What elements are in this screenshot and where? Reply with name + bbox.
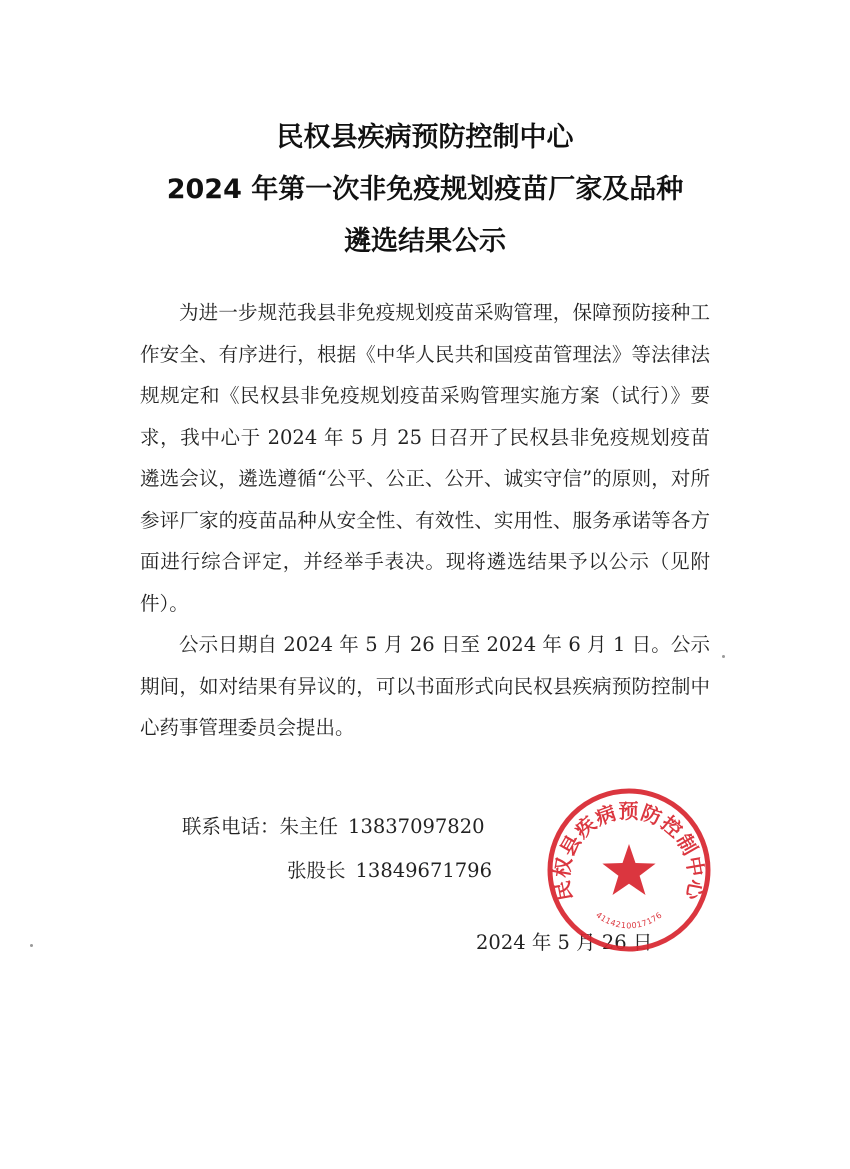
official-seal — [545, 786, 713, 954]
title-line-org: 民权县疾病预防控制中心 — [276, 122, 574, 153]
contact-block — [182, 805, 492, 893]
document-body — [140, 292, 710, 749]
paragraph-period: 公示日期自 2024 年 5 月 26 日至 2024 年 6 月 1 日。公示期间，如对结果有异议的，可以书面形式向民权县疾病预防控制中心药事管理委员会提出。 — [140, 633, 710, 739]
seal-number: 4114210017176 — [594, 910, 664, 931]
contact-phone: 13837097820 — [348, 815, 485, 838]
title-line-type: 遴选结果公示 — [344, 226, 506, 257]
contact-name: 朱主任 — [279, 815, 339, 838]
contact-name: 张股长 — [287, 859, 346, 882]
document-title — [0, 112, 850, 268]
seal-arc-text: 民权县疾病预防控制中心 — [549, 799, 709, 903]
scan-speck — [30, 944, 33, 947]
title-line-subject: 2024 年第一次非免疫规划疫苗厂家及品种 — [166, 174, 684, 205]
scan-speck — [722, 655, 725, 658]
paragraph-main: 为进一步规范我县非免疫规划疫苗采购管理，保障预防接种工作安全、有序进行，根据《中华人民共和国疫苗管理法》等法律法规规定和《民权县非免疫规划疫苗采购管理实施方案（试行）》要求，我中心于 2024 年 5 月 25 日召开了民权县非免疫规划疫苗遴选会议，遴选遵循“公平、公正、公开、诚实守信”的原则，对所参评厂家的疫苗品种从安全性、有效性、实用性、服务承诺等各方面进行综合评定，并经举手表决。现将遴选结果予以公示（见附件）。 — [140, 301, 710, 615]
contact-phone: 13849671796 — [355, 859, 492, 882]
contact-row-2 — [182, 849, 492, 893]
issue-date: 2024 年 5 月 26 日 — [476, 931, 653, 954]
seal-star-icon — [602, 844, 655, 895]
contact-row-1 — [182, 805, 492, 849]
contact-label: 联系电话： — [182, 815, 280, 838]
